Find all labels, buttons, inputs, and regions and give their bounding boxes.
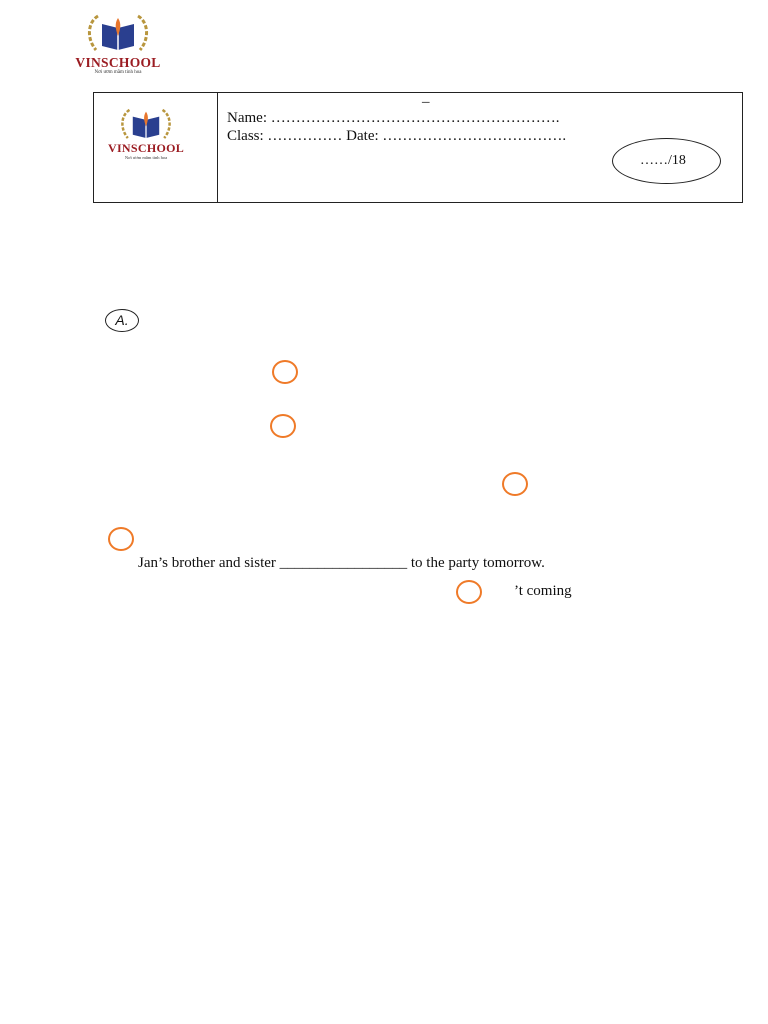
table-divider bbox=[217, 92, 218, 203]
book-laurel-emblem-icon bbox=[108, 105, 184, 143]
section-a-label: A. bbox=[105, 309, 139, 332]
class-date-field: Class: …………… Date: ………………………………. bbox=[227, 128, 567, 144]
book-laurel-emblem-icon bbox=[74, 10, 162, 56]
vinschool-logo bbox=[74, 10, 162, 78]
logo-wordmark: VINSCHOOL bbox=[108, 141, 185, 155]
answer-option: ’t coming bbox=[514, 583, 572, 599]
hand-drawn-circle-icon bbox=[272, 360, 298, 384]
logo-tagline: Nơi ươm mầm tinh hoa bbox=[94, 70, 142, 75]
hand-drawn-circle-icon bbox=[108, 527, 134, 551]
logo-tagline: Nơi ươm mầm tinh hoa bbox=[124, 155, 168, 160]
name-field: Name: …………………………………………………. bbox=[227, 110, 560, 126]
question-text: Jan’s brother and sister _________________ to the party tomorrow. bbox=[138, 555, 545, 571]
header-dash: – bbox=[422, 94, 430, 110]
vinschool-logo-small bbox=[108, 105, 184, 161]
hand-drawn-circle-icon bbox=[502, 472, 528, 496]
hand-drawn-circle-icon bbox=[456, 580, 482, 604]
hand-drawn-circle-icon bbox=[270, 414, 296, 438]
score-field: ……/18 bbox=[640, 153, 686, 168]
logo-wordmark: VINSCHOOL bbox=[75, 55, 161, 70]
